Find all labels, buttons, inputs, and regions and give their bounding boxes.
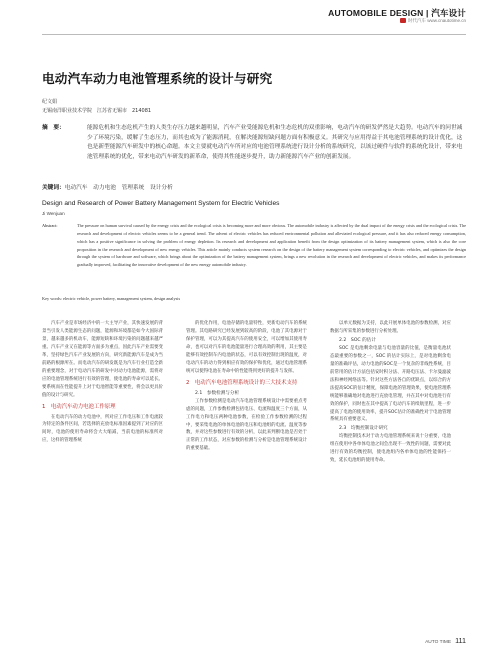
chinese-abstract — [42, 124, 466, 160]
keywords-label-en: Key words: — [42, 296, 62, 301]
article-title: 电动汽车动力电池管理系统的设计与研究 — [42, 71, 273, 86]
section-heading: 1 电动汽车动力电池工作原理 — [42, 403, 116, 410]
subsection-heading: 2.2 SOC 的估计 — [339, 337, 376, 343]
page-number: 111 — [455, 636, 466, 645]
subsection-heading: 2.1 参数检测与分析 — [195, 390, 240, 396]
page-footer — [425, 628, 466, 647]
footer-journal-label: AUTO TIME — [425, 640, 452, 645]
article-affiliation: 无锡南洋职业技术学院 江苏省无锡市 214081 — [42, 108, 152, 114]
section-heading: 2 电动汽车电池管理系统设计的三大技术支持 — [186, 379, 298, 386]
article-author: 纪文娟 — [42, 99, 58, 105]
subsection-heading: 2.3 均衡控制设计研究 — [339, 426, 388, 432]
body-column-3 — [330, 320, 451, 465]
abstract-label-cn: 摘 要： — [42, 125, 65, 131]
journal-logo-icon — [400, 18, 406, 23]
body-paragraph: 均衡控制技术对于动力电池管理系统来说十分重要，电池组在使用中各单体电池之间会出现不一致性的问题，需要对此进行有效的均衡控制，使电池组内各单体电池的性能保持一致，延长电池组的使用寿命。 — [330, 434, 451, 464]
english-title: Design and Research of Power Battery Management System for Electric Vehicles — [42, 200, 280, 207]
keywords-cn — [42, 182, 466, 191]
english-author: Ji Wenjuan — [42, 211, 65, 216]
body-column-2 — [186, 320, 307, 453]
body-paragraph: 汽车产业是市场经济中的一大主导产业，其快速发展的背景当引发人类能源生态的问题，能源和环境都是如今大国际背景，越来越多的机动车，能源短缺和环境污染的问题越来越严重。汽车产业又在能源等方面多为重点，因此汽车产业需要变革，坚持绿色汽车产业发展的方向，研究新能源汽车是成为当前路的根源所在。而电动汽车的研发既是为汽车行业打造全新的重要理念，对于电动汽车的研发中对动力电池能源，需将对应的电池管理系统进行有效的管理，使电池的寿命可以延长。要系统而在性能提升上对于电池智能等重要性，将会以更具价值的设计与研究。 — [42, 321, 163, 398]
journal-site — [400, 18, 466, 24]
body-paragraph: 的优化作用，电池存储的电量特性，更新电动汽车的系统管理。其电路研究已经发展到较高的阶段，电池了其电源对于保护管理，可以为其提高汽车的使用安全，可以增加其使用寿命，也可以对汽车的电池能量进行合理高效的利用，其主要是能够有效控制车内电池的状态，可以有效控制出现的温度，对电动汽车的动力得到相应有效的保护和优化，通过电池管理系统可以使得电池在寿命中的性能得到更好的提升与发挥。 — [186, 321, 307, 374]
keywords-text-en: electric vehicle, power battery, management system, design analysis — [63, 296, 181, 301]
body-paragraph: 以单元数据为支持，以此开展单体电池的参数检测，对应数据与所采集的参数进行分析处理。 — [330, 321, 451, 334]
body-column-1 — [42, 320, 163, 445]
journal-header — [0, 0, 496, 26]
header-divider — [42, 34, 466, 35]
abstract-label-en: Abstract: — [42, 223, 58, 228]
journal-site-text: 时代汽车 www.cnautotime.cn — [407, 18, 466, 23]
abstract-text-cn: 能源危机和生态危机产生的人类生存压力越来越明显，汽车产业受能源危机和生态危机的双重影响，电动汽车的研发俨然是大趋势。电动汽车的问世减少了环境污染，缓解了生态压力，而其也成为了能源消耗，在解决能源短缺问题方面有积极意义。其研究与应用得益于其电池管理系统的设计优化，这也是新型能源汽车研发中的核心命题。本文主要就电动汽车所对应的电池管理系统进行设计分析的系统研究，以该过硬件与软件的系统化设计，带来电池管理系统的优化，带来电动汽车研发的新革命，使得其性能逐步提升，助力新能源汽车产业的创新发展。 — [87, 125, 463, 160]
keywords-label-cn: 关键词： — [42, 185, 65, 191]
body-paragraph: SOC 是电池剩余电量与电池容量的比值，是衡量电池状态最重要的参数之一，SOC 的估计实际上，是对电池剩余电量的准确评估，动力电池的SOC是一个复杂的非线性系统，目前常用的估计方法包括安时积分法、开路电压法、卡尔曼滤波法和神经网络法等。针对这些方法各自的优缺点，以综合的方法提高SOC的估计精度，保障电池的管理效果，使电池管理系统能够准确地对电池进行充放电管理，并在其中对电池进行有效的保护，同时也在其中提高了电动汽车的续航里程，进一步提高了电池的使用效率，提升SOC估计的准确性对于电池管理系统具有重要意义。 — [330, 345, 451, 423]
abstract-text-en: The pressure on human survival caused by the energy crisis and the ecological crisis is becoming more and more obvious. The automobile industry is affected by the dual impact of the energy crisis and the ecological crisis. The research and development of electric vehicles seems to be a general trend. The advent of electric vehicles has reduced environmental pollution and alleviated ecological pressure, and it has also reduced energy consumption, which has a positive significance in solving the problem of energy depletion. Its research and development and application benefit from the design optimization of its battery management system, which is also the core proposition in the research and development of new energy vehicles. This article mainly conducts system research on the design of the battery management system corresponding to electric vehicles, and optimizes the design through the system of hardware and software, which brings about the optimization of the battery management system, brings a new revolution in the research and development of electric vehicles, and makes its performance gradually improved, facilitating the innovative development of the new energy automobile industry. — [77, 223, 466, 268]
journal-title: AUTOMOBILE DESIGN | 汽车设计 — [328, 8, 466, 18]
body-paragraph: 在电动汽车的动力电池中，所对应工作电压和工作电流较为特定的条件区间，若选择的充放电标准因素提到了对应的区间时，电池的使用寿命将会大大缩减，当前电池的标准所对应，这样的管理系统 — [42, 414, 163, 444]
body-paragraph: 工作参数检测是电动汽车电池管理系统设计中需要重点考虑的问题，工作参数检测包括电压、电流和温度三个方面，从工作电力和电压两种电池参数，在检验工作参数检测的过程中，要采集电池的单体电池的电压和电池组的电流、温度等参数，并对这些参数进行有效的分析，以此来判断电池是否处于正常的工作状态，对应参数的检测与分析是电池管理系统设计的重要基础。 — [186, 398, 307, 452]
keywords-en — [42, 296, 466, 301]
keywords-text-cn: 电动汽车 动力电池 管理系统 设计分析 — [64, 185, 173, 191]
